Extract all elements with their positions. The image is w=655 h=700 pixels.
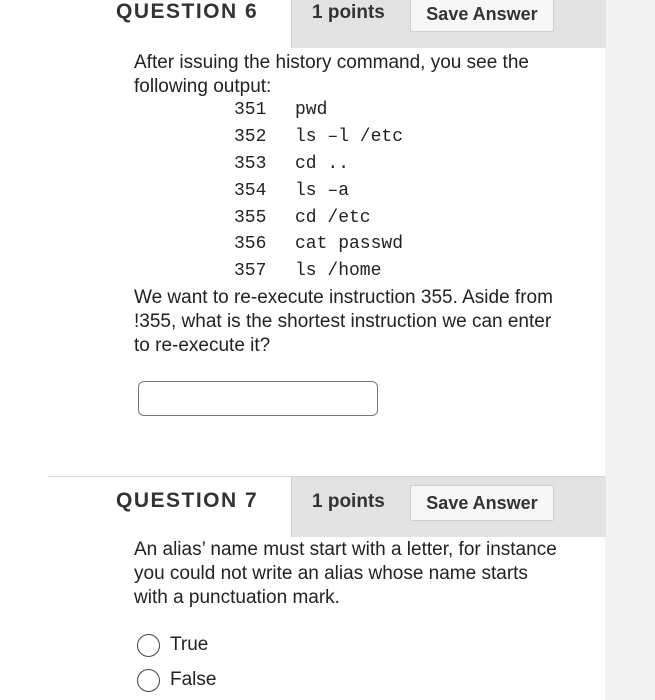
option-true-label[interactable]: True — [170, 634, 209, 655]
question-6-title: QUESTION 6 — [116, 0, 259, 23]
option-false-label[interactable]: False — [170, 669, 217, 690]
question-6-points: 1 points — [312, 2, 385, 23]
question-6-prompt: After issuing the history command, you see the following output: — [134, 52, 529, 97]
question-7-points-panel — [291, 477, 606, 537]
history-line-number: 355 — [234, 207, 267, 228]
radio-button-true[interactable] — [137, 634, 160, 657]
question-7-header — [48, 476, 605, 537]
history-line — [234, 151, 403, 178]
history-line-number: 351 — [234, 100, 267, 121]
history-line-command: ls –a — [295, 180, 350, 201]
history-output — [234, 97, 403, 285]
option-false[interactable] — [137, 665, 216, 695]
history-line — [234, 177, 403, 204]
question-7-points: 1 points — [312, 491, 385, 512]
history-line — [234, 258, 403, 285]
page-right-margin — [604, 0, 655, 700]
history-line — [234, 124, 403, 151]
history-line-number: 352 — [234, 127, 267, 148]
history-line — [234, 97, 403, 124]
question-7-title: QUESTION 7 — [116, 489, 259, 512]
question-6-points-panel — [291, 0, 606, 48]
history-line-number: 357 — [234, 261, 267, 282]
question-7-prompt: An alias’ name must start with a letter, for instance you could not write an alias whose name starts with a punctuation mark. — [134, 539, 557, 608]
radio-button-false[interactable] — [137, 669, 160, 692]
question-6-header — [48, 0, 605, 48]
option-true[interactable] — [137, 630, 208, 660]
history-line-number: 354 — [234, 180, 267, 201]
page-left-margin — [0, 0, 48, 700]
history-line-command: ls /home — [295, 261, 382, 282]
history-line-number: 356 — [234, 234, 267, 255]
history-line-command: cat passwd — [295, 234, 404, 255]
history-line — [234, 204, 403, 231]
history-line-command: cd /etc — [295, 207, 371, 228]
history-line-number: 353 — [234, 153, 267, 174]
quiz-content — [48, 0, 605, 700]
question-6-save-answer-button[interactable]: Save Answer — [410, 0, 554, 32]
question-6-followup: We want to re-execute instruction 355. Aside from !355, what is the shortest instruction we can enter to re-execute it? — [134, 287, 553, 356]
question-7-save-answer-button[interactable]: Save Answer — [410, 485, 554, 521]
history-line-command: ls –l /etc — [295, 127, 404, 148]
history-line-command: pwd — [295, 100, 328, 121]
question-6-answer-input[interactable] — [138, 381, 378, 416]
history-line — [234, 231, 403, 258]
history-line-command: cd .. — [295, 153, 350, 174]
